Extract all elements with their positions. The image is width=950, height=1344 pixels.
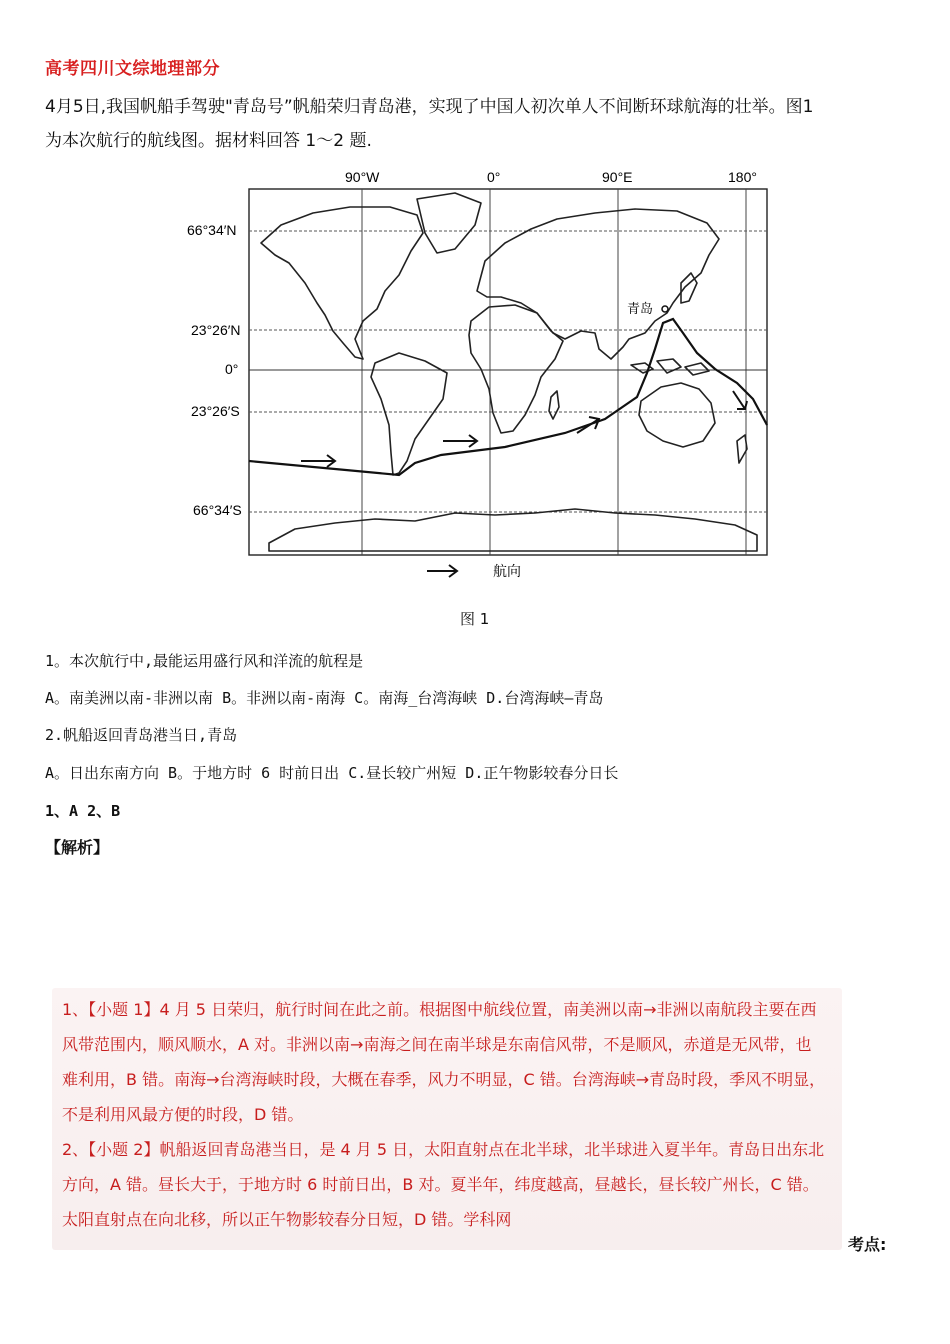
question-2: 2.帆船返回青岛港当日,青岛 — [45, 726, 238, 744]
route-arrow-2 — [443, 435, 477, 447]
lat-label-equator: 0° — [225, 361, 239, 377]
analysis-heading: 【解析】 — [45, 838, 110, 857]
route-map-figure — [185, 163, 775, 593]
explanation-1-line-1: 1、【小题 1】4 月 5 日荣归，航行时间在此之前。根据图中航线位置，南美洲以南→非洲以南航段主要在西 — [62, 1000, 817, 1019]
explanation-2-line-1: 2、【小题 2】帆船返回青岛港当日，是 4 月 5 日，太阳直射点在北半球，北半球进入夏半年。青岛日出东北 — [62, 1140, 825, 1159]
legend-arrow-icon — [427, 565, 457, 577]
intro-line-1: 4月5日,我国帆船手驾驶"青岛号”帆船荣归青岛港，实现了中国人初次单人不间断环球航海的壮举。图1 — [45, 97, 814, 117]
question-1-options: A。南美洲以南-非洲以南 B。非洲以南-南海 C。南海_台湾海峡 D.台湾海峡—青岛 — [45, 689, 604, 707]
route-arrow-3 — [577, 417, 599, 433]
lon-label-90w: 90°W — [345, 169, 380, 185]
explanation-2-line-2: 方向，A 错。昼长大于，于地方时 6 时前日出，B 对。夏半年，纬度越高，昼越长，昼长较广州长，C 错。 — [62, 1175, 819, 1194]
qingdao-label: 青岛 — [627, 301, 654, 316]
lon-label-180: 180° — [728, 169, 757, 185]
explanation-1-line-3: 难利用，B 错。南海→台湾海峡时段，大概在春季，风力不明显，C 错。台湾海峡→青岛时段，季风不明显， — [62, 1070, 826, 1089]
route-map — [185, 163, 775, 593]
lat-label-2326s: 23°26′S — [191, 403, 240, 419]
lat-label-2326n: 23°26′N — [191, 322, 241, 338]
lon-label-90e: 90°E — [602, 169, 633, 185]
question-1: 1。本次航行中,最能运用盛行风和洋流的航程是 — [45, 652, 364, 670]
figure-caption: 图 1 — [460, 610, 490, 628]
intro-paragraph — [45, 90, 905, 158]
sailing-route — [249, 319, 767, 475]
explanation-1-line-2: 风带范围内，顺风顺水，A 对。非洲以南→南海之间在南半球是东南信风带，不是顺风，赤道是无风带，也 — [62, 1035, 812, 1054]
continent-outlines — [261, 193, 757, 551]
explanation-image — [52, 988, 842, 1250]
answers: 1、A 2、B — [45, 802, 121, 820]
explanation-1-line-4: 不是利用风最方便的时段，D 错。 — [62, 1105, 304, 1124]
meridians — [362, 189, 746, 555]
lat-label-6634s: 66°34′S — [193, 502, 242, 518]
route-arrows — [301, 391, 747, 467]
lat-label-6634n: 66°34′N — [187, 222, 237, 238]
route-arrow-4 — [733, 391, 747, 409]
explanation-2-line-3: 太阳直射点在向北移，所以正午物影较春分日短，D 错。学科网 — [62, 1210, 512, 1229]
lon-label-0: 0° — [487, 169, 501, 185]
intro-line-2: 为本次航行的航线图。据材料回答 1～2 题. — [45, 131, 372, 151]
question-2-options: A。日出东南方向 B。于地方时 6 时前日出 C.昼长较广州短 D.正午物影较春分日长 — [45, 764, 619, 782]
route-arrow-1 — [301, 455, 335, 467]
qingdao-marker — [662, 306, 668, 312]
legend-label: 航向 — [493, 563, 521, 579]
kaodian-label: 考点: — [848, 1235, 887, 1254]
document-title: 高考四川文综地理部分 — [45, 59, 220, 79]
